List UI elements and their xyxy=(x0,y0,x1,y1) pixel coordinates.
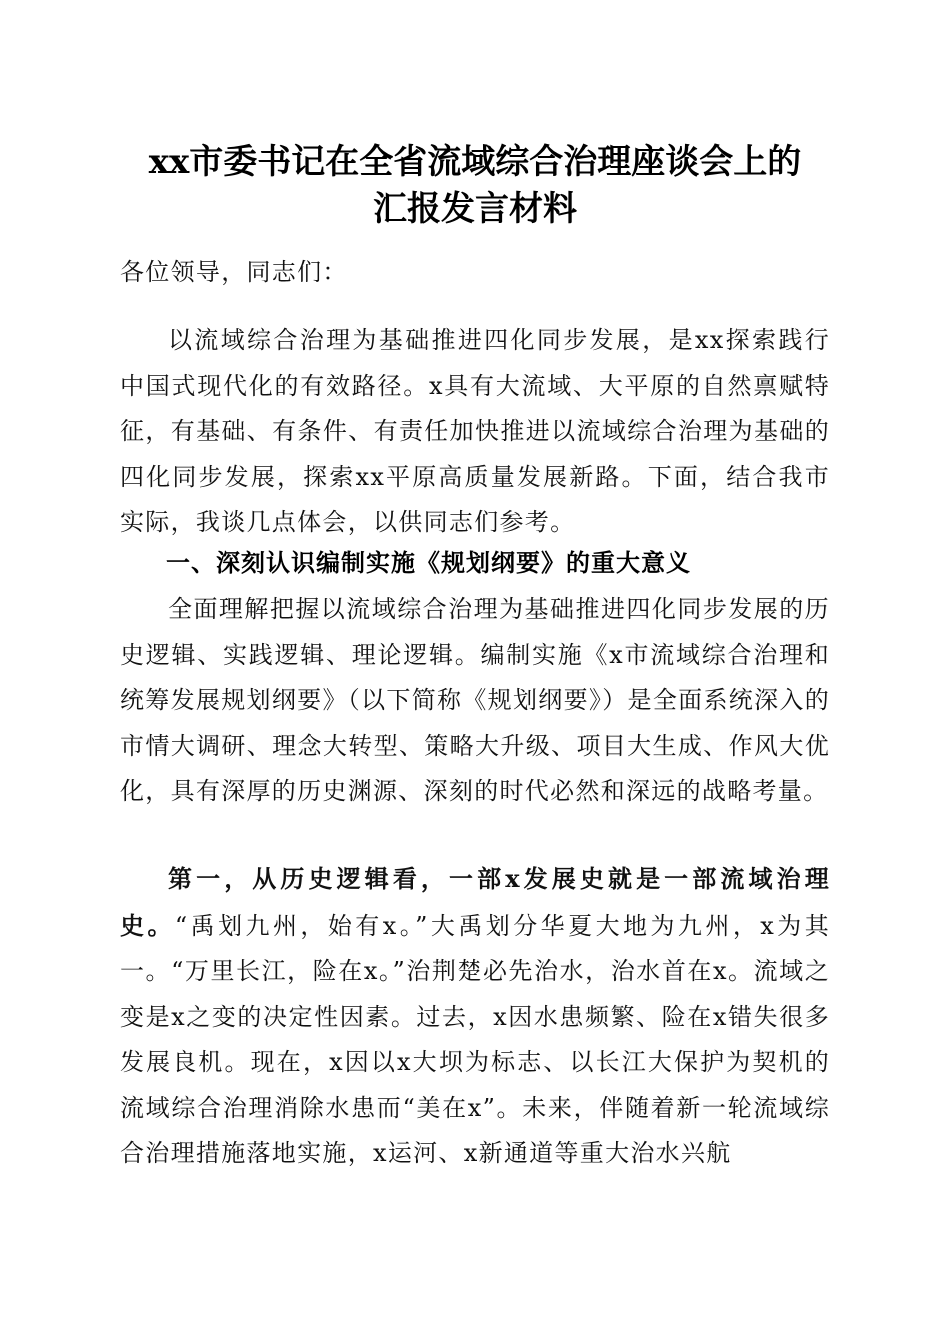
salutation: 各位领导，同志们： xyxy=(120,258,348,286)
paragraph-body-text: “禹划九州，始有x。”大禹划分华夏大地为九州，x为其一。“万里长江，险在x。”治荆楚必先治水，治水首在x。流域之变是x之变的决定性因素。过去，x因水患频繁、险在x错失很多发展良机。现在，x因以x大坝为标志、以长江大保护为契机的流域综合治理消除水患而“美在x”。未来，伴随着新一轮流域综合治理措施落地实施，x运河、x新通道等重大治水兴航 xyxy=(120,911,830,1167)
paragraph-lead-sentence: 第一，从历史逻辑看，一部x发展史就是一部流域治理史。 xyxy=(120,864,830,940)
paragraph-significance: 全面理解把握以流域综合治理为基础推进四化同步发展的历史逻辑、实践逻辑、理论逻辑。编制实施《x市流域综合治理和统筹发展规划纲要》（以下简称《规划纲要》）是全面系统深入的市情大调研、理念大转型、策略大升级、项目大生成、作风大优化，具有深厚的历史渊源、深刻的时代必然和深远的战略考量。 xyxy=(120,595,830,805)
section-heading-1: 一、深刻认识编制实施《规划纲要》的重大意义 xyxy=(166,549,691,577)
paragraph-intro: 以流域综合治理为基础推进四化同步发展，是xx探索践行中国式现代化的有效路径。x具有大流域、大平原的自然禀赋特征，有基础、有条件、有责任加快推进以流域综合治理为基础的四化同步发展，探索xx平原高质量发展新路。下面，结合我市实际，我谈几点体会，以供同志们参考。 xyxy=(120,326,830,536)
document-title-line-2: 汇报发言材料 xyxy=(373,189,577,229)
paragraph-historical-logic xyxy=(120,856,830,1177)
document-title-line-1: xx市委书记在全省流域综合治理座谈会上的 xyxy=(148,142,802,182)
